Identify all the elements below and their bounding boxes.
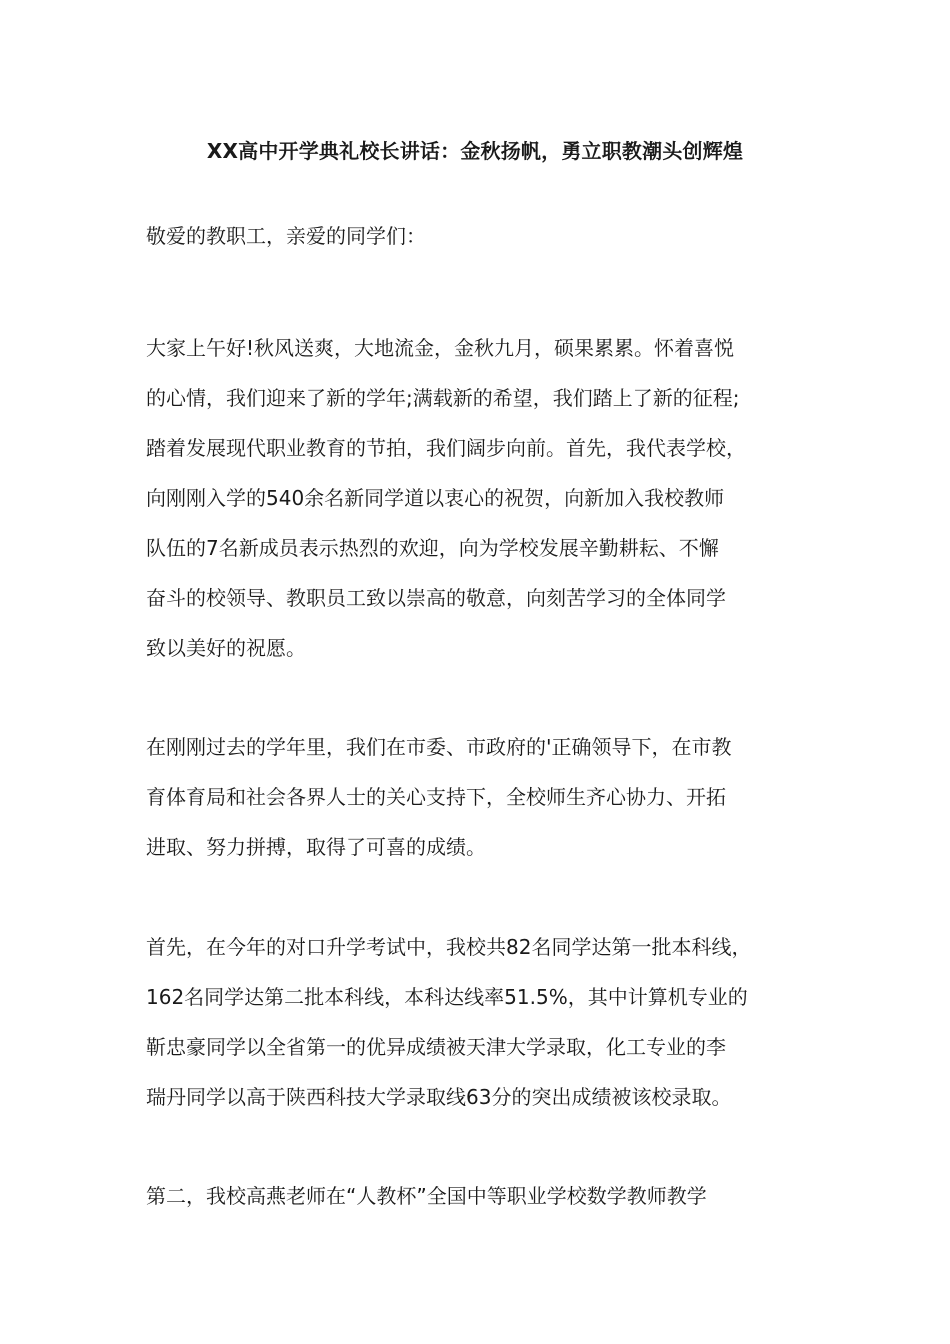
paragraph-line: 大家上午好!秋风送爽，大地流金，金秋九月，硕果累累。怀着喜悦 xyxy=(146,336,735,360)
paragraph-line: 162名同学达第二批本科线，本科达线率51.5%，其中计算机专业的 xyxy=(146,985,748,1009)
paragraph-line: 在刚刚过去的学年里，我们在市委、市政府的'正确领导下，在市教 xyxy=(146,735,732,759)
paragraph-line: 奋斗的校领导、教职员工致以崇高的敬意，向刻苦学习的全体同学 xyxy=(146,586,726,610)
paragraph-line: 育体育局和社会各界人士的关心支持下，全校师生齐心协力、开拓 xyxy=(146,785,726,809)
salutation xyxy=(146,211,826,261)
document-title: XX高中开学典礼校长讲话：金秋扬帆，勇立职教潮头创辉煌 xyxy=(206,139,744,163)
paragraph-line: 队伍的7名新成员表示热烈的欢迎，向为学校发展辛勤耕耘、不懈 xyxy=(146,536,719,560)
paragraph-4 xyxy=(146,1171,826,1221)
paragraph-line: 瑞丹同学以高于陕西科技大学录取线63分的突出成绩被该校录取。 xyxy=(146,1085,732,1109)
paragraph-line: 首先，在今年的对口升学考试中，我校共82名同学达第一批本科线， xyxy=(146,935,752,959)
paragraph-3 xyxy=(146,922,826,1122)
paragraph-line: 向刚刚入学的540余名新同学道以衷心的祝贺，向新加入我校教师 xyxy=(146,486,725,510)
paragraph-line: 靳忠豪同学以全省第一的优异成绩被天津大学录取，化工专业的李 xyxy=(146,1035,726,1059)
paragraph-line: 进取、努力拼搏，取得了可喜的成绩。 xyxy=(146,835,486,859)
paragraph-line: 致以美好的祝愿。 xyxy=(146,636,306,660)
salutation-line: 敬爱的教职工，亲爱的同学们： xyxy=(146,224,426,248)
paragraph-line: 第二，我校高燕老师在“人教杯”全国中等职业学校数学教师教学 xyxy=(146,1184,707,1208)
paragraph-line: 的心情，我们迎来了新的学年;满载新的希望，我们踏上了新的征程; xyxy=(146,386,740,410)
paragraph-line: 踏着发展现代职业教育的节拍，我们阔步向前。首先，我代表学校， xyxy=(146,436,746,460)
paragraph-2 xyxy=(146,722,826,872)
paragraph-1 xyxy=(146,323,826,673)
